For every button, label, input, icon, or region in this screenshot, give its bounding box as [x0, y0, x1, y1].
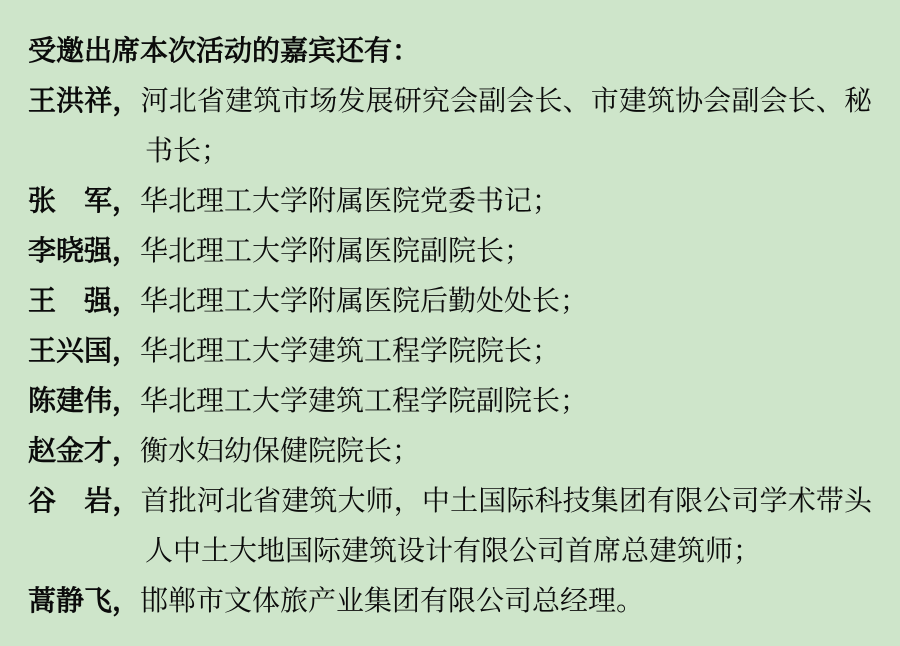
guest-name: 蒿静飞， — [28, 586, 141, 617]
guest-description: 河北省建筑市场发展研究会副会长、市建筑协会副会长、秘书长； — [140, 86, 872, 167]
guest-name: 王兴国， — [28, 336, 141, 367]
guest-description: 邯郸市文体旅产业集团有限公司总经理。 — [140, 586, 645, 617]
guest-name: 赵金才， — [28, 436, 141, 467]
guest-entry — [28, 377, 872, 427]
guest-entry — [28, 77, 872, 177]
guest-entry — [28, 177, 872, 227]
guest-name: 王洪祥， — [28, 86, 141, 117]
guest-name: 李晓强， — [28, 236, 141, 267]
guest-description: 首批河北省建筑大师，中土国际科技集团有限公司学术带头人中土大地国际建筑设计有限公司首席总建筑师； — [140, 486, 872, 567]
guest-description: 华北理工大学建筑工程学院院长； — [140, 336, 561, 367]
guest-entry — [28, 427, 872, 477]
guest-description: 华北理工大学附属医院后勤处处长； — [140, 286, 589, 317]
guest-name: 谷 岩， — [28, 486, 141, 517]
guest-entry — [28, 577, 872, 627]
guest-description: 华北理工大学建筑工程学院副院长； — [140, 386, 589, 417]
guest-description: 衡水妇幼保健院院长； — [140, 436, 421, 467]
guest-name: 陈建伟， — [28, 386, 141, 417]
guest-entry — [28, 327, 872, 377]
guest-entry — [28, 477, 872, 577]
guest-entry — [28, 227, 872, 277]
guest-entry — [28, 277, 872, 327]
guest-description: 华北理工大学附属医院副院长； — [140, 236, 533, 267]
document-title: 受邀出席本次活动的嘉宾还有： — [28, 36, 421, 67]
guest-name: 张 军， — [28, 186, 141, 217]
guest-description: 华北理工大学附属医院党委书记； — [140, 186, 561, 217]
guest-name: 王 强， — [28, 286, 141, 317]
